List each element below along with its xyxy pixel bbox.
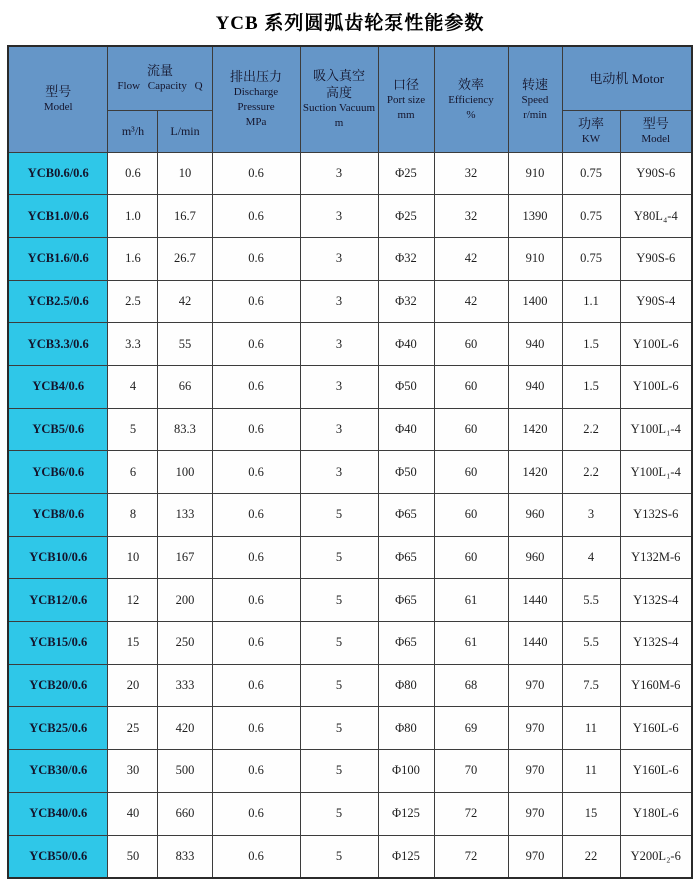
value-cell: Y100L-6: [620, 365, 692, 408]
value-cell: 0.6: [108, 152, 158, 195]
value-cell: 0.6: [212, 323, 300, 366]
value-cell: 167: [158, 536, 212, 579]
value-cell: 6: [108, 451, 158, 494]
value-cell: 500: [158, 750, 212, 793]
value-cell: 0.6: [212, 835, 300, 878]
value-cell: 11: [562, 750, 620, 793]
value-cell: Y90S-6: [620, 152, 692, 195]
value-cell: Y180L-6: [620, 792, 692, 835]
header-motor-power-unit: KW: [581, 133, 601, 145]
pump-spec-table: [7, 45, 693, 879]
value-cell: 40: [108, 792, 158, 835]
header-speed: [508, 46, 562, 152]
value-cell: 60: [434, 536, 508, 579]
header-model: [8, 46, 108, 152]
value-cell: 70: [434, 750, 508, 793]
header-motor-model-en: Model: [641, 133, 671, 145]
value-cell: 12: [108, 579, 158, 622]
value-cell: 1440: [508, 579, 562, 622]
value-cell: 960: [508, 536, 562, 579]
header-model-cn: 型号: [45, 84, 72, 100]
value-cell: 5: [300, 835, 378, 878]
value-cell: 32: [434, 152, 508, 195]
table-row: [8, 323, 692, 366]
header-motor-model: [620, 110, 692, 152]
table-row: [8, 536, 692, 579]
value-cell: 15: [562, 792, 620, 835]
pump-model-cell: YCB40/0.6: [8, 792, 108, 835]
value-cell: 72: [434, 792, 508, 835]
value-cell: 0.6: [212, 408, 300, 451]
pump-model-cell: YCB4/0.6: [8, 365, 108, 408]
value-cell: 0.75: [562, 195, 620, 238]
value-cell: 3: [300, 323, 378, 366]
value-cell: 50: [108, 835, 158, 878]
value-cell: Y160M-6: [620, 664, 692, 707]
page-title: YCB 系列圆弧齿轮泵性能参数: [215, 13, 485, 34]
pump-model-cell: YCB1.0/0.6: [8, 195, 108, 238]
table-row: [8, 835, 692, 878]
value-cell: 3: [300, 237, 378, 280]
value-cell: 60: [434, 365, 508, 408]
value-cell: 333: [158, 664, 212, 707]
value-cell: 42: [158, 280, 212, 323]
value-cell: 0.6: [212, 622, 300, 665]
table-row: [8, 280, 692, 323]
pump-model-cell: YCB8/0.6: [8, 494, 108, 537]
value-cell: 1420: [508, 451, 562, 494]
value-cell: 1400: [508, 280, 562, 323]
value-cell: 1.5: [562, 365, 620, 408]
table-row: [8, 365, 692, 408]
value-cell: Φ125: [378, 835, 434, 878]
value-cell: 833: [158, 835, 212, 878]
pump-model-cell: YCB2.5/0.6: [8, 280, 108, 323]
table-header: [8, 46, 692, 152]
value-cell: Φ25: [378, 195, 434, 238]
table-row: [8, 408, 692, 451]
header-motor-power-cn: 功率: [577, 116, 604, 131]
header-speed-en: Speed: [521, 93, 549, 106]
flow-unit-lmin-label: L/min: [170, 123, 200, 138]
header-suction-cn1: 吸入真空: [312, 68, 365, 84]
value-cell: 5: [300, 536, 378, 579]
value-cell: 200: [158, 579, 212, 622]
header-speed-unit: r/min: [523, 108, 547, 121]
header-model-en: Model: [43, 101, 73, 114]
value-cell: Φ65: [378, 536, 434, 579]
value-cell: 420: [158, 707, 212, 750]
value-cell: 2.2: [562, 451, 620, 494]
header-flow-cn: 流量: [146, 63, 173, 79]
value-cell: 133: [158, 494, 212, 537]
value-cell: 32: [434, 195, 508, 238]
value-cell: Y100L₁-4: [620, 408, 692, 451]
value-cell: 10: [108, 536, 158, 579]
value-cell: 11: [562, 707, 620, 750]
table-row: [8, 451, 692, 494]
value-cell: Φ65: [378, 622, 434, 665]
value-cell: Φ80: [378, 707, 434, 750]
value-cell: 15: [108, 622, 158, 665]
value-cell: 0.6: [212, 536, 300, 579]
value-cell: 30: [108, 750, 158, 793]
header-suction-unit: m: [334, 117, 344, 130]
value-cell: 0.75: [562, 237, 620, 280]
header-flow-unit-lmin: [158, 110, 212, 152]
value-cell: Φ100: [378, 750, 434, 793]
value-cell: 3: [562, 494, 620, 537]
header-efficiency-unit: %: [466, 108, 476, 121]
value-cell: 3: [300, 451, 378, 494]
pump-model-cell: YCB0.6/0.6: [8, 152, 108, 195]
value-cell: 66: [158, 365, 212, 408]
value-cell: 2.2: [562, 408, 620, 451]
header-motor-power: [562, 110, 620, 152]
header-flow-unit-m3h: [108, 110, 158, 152]
value-cell: 0.6: [212, 792, 300, 835]
value-cell: 0.6: [212, 494, 300, 537]
value-cell: 22: [562, 835, 620, 878]
value-cell: 72: [434, 835, 508, 878]
header-discharge-cn: 排出压力: [229, 69, 282, 85]
value-cell: 0.6: [212, 664, 300, 707]
value-cell: Φ32: [378, 280, 434, 323]
table-row: [8, 152, 692, 195]
value-cell: Φ50: [378, 365, 434, 408]
header-efficiency-en: Efficiency: [448, 93, 494, 106]
value-cell: Y100L₁-4: [620, 451, 692, 494]
pump-model-cell: YCB30/0.6: [8, 750, 108, 793]
value-cell: Y90S-4: [620, 280, 692, 323]
value-cell: 61: [434, 622, 508, 665]
pump-model-cell: YCB20/0.6: [8, 664, 108, 707]
table-row: [8, 750, 692, 793]
value-cell: 5: [300, 664, 378, 707]
header-suction-en: Suction Vacuum: [302, 102, 376, 115]
value-cell: Φ125: [378, 792, 434, 835]
value-cell: 0.75: [562, 152, 620, 195]
header-speed-cn: 转速: [521, 76, 548, 92]
header-discharge-unit: MPa: [245, 116, 267, 129]
value-cell: Φ40: [378, 323, 434, 366]
header-flow-en: Flow Capacity Q: [117, 80, 203, 93]
value-cell: Y90S-6: [620, 237, 692, 280]
value-cell: 5: [300, 707, 378, 750]
value-cell: 1.0: [108, 195, 158, 238]
value-cell: 1390: [508, 195, 562, 238]
value-cell: 940: [508, 365, 562, 408]
value-cell: Φ65: [378, 494, 434, 537]
value-cell: 25: [108, 707, 158, 750]
value-cell: 7.5: [562, 664, 620, 707]
value-cell: 970: [508, 707, 562, 750]
table-row: [8, 792, 692, 835]
value-cell: 970: [508, 835, 562, 878]
value-cell: 4: [562, 536, 620, 579]
header-suction-vacuum: [300, 46, 378, 152]
table-row: [8, 664, 692, 707]
value-cell: 0.6: [212, 365, 300, 408]
value-cell: 660: [158, 792, 212, 835]
pump-model-cell: YCB6/0.6: [8, 451, 108, 494]
table-row: [8, 195, 692, 238]
value-cell: 5: [300, 622, 378, 665]
value-cell: 3: [300, 365, 378, 408]
header-efficiency-cn: 效率: [457, 76, 484, 92]
header-motor-model-cn: 型号: [642, 116, 669, 131]
value-cell: 0.6: [212, 195, 300, 238]
value-cell: 60: [434, 323, 508, 366]
value-cell: 0.6: [212, 237, 300, 280]
value-cell: Y132S-4: [620, 579, 692, 622]
value-cell: Y132S-4: [620, 622, 692, 665]
value-cell: Φ80: [378, 664, 434, 707]
value-cell: Y160L-6: [620, 707, 692, 750]
value-cell: 3: [300, 280, 378, 323]
pump-model-cell: YCB50/0.6: [8, 835, 108, 878]
header-motor: [562, 46, 692, 110]
table-row: [8, 622, 692, 665]
value-cell: 960: [508, 494, 562, 537]
value-cell: 1.6: [108, 237, 158, 280]
table-row: [8, 579, 692, 622]
value-cell: 5.5: [562, 622, 620, 665]
value-cell: 910: [508, 237, 562, 280]
value-cell: 0.6: [212, 152, 300, 195]
value-cell: 3: [300, 408, 378, 451]
pump-model-cell: YCB5/0.6: [8, 408, 108, 451]
value-cell: 910: [508, 152, 562, 195]
value-cell: 0.6: [212, 750, 300, 793]
pump-model-cell: YCB15/0.6: [8, 622, 108, 665]
value-cell: 5: [300, 792, 378, 835]
value-cell: 8: [108, 494, 158, 537]
value-cell: 0.6: [212, 451, 300, 494]
value-cell: Y160L-6: [620, 750, 692, 793]
value-cell: 970: [508, 750, 562, 793]
value-cell: 60: [434, 451, 508, 494]
header-port-en: Port size: [386, 93, 426, 106]
value-cell: Φ32: [378, 237, 434, 280]
header-motor-label: 电动机 Motor: [589, 71, 665, 87]
value-cell: Y200L₂-6: [620, 835, 692, 878]
pump-model-cell: YCB1.6/0.6: [8, 237, 108, 280]
header-efficiency: [434, 46, 508, 152]
value-cell: 1.5: [562, 323, 620, 366]
header-discharge-en1: Discharge: [233, 86, 279, 99]
header-port-unit: mm: [397, 108, 415, 121]
value-cell: 970: [508, 664, 562, 707]
value-cell: 0.6: [212, 579, 300, 622]
value-cell: 5: [300, 579, 378, 622]
value-cell: Φ50: [378, 451, 434, 494]
value-cell: 970: [508, 792, 562, 835]
value-cell: Φ25: [378, 152, 434, 195]
value-cell: 83.3: [158, 408, 212, 451]
value-cell: 250: [158, 622, 212, 665]
value-cell: Φ65: [378, 579, 434, 622]
value-cell: 5: [300, 494, 378, 537]
value-cell: 42: [434, 280, 508, 323]
value-cell: 68: [434, 664, 508, 707]
table-row: [8, 237, 692, 280]
value-cell: 5: [108, 408, 158, 451]
value-cell: 1420: [508, 408, 562, 451]
value-cell: 5: [300, 750, 378, 793]
table-body: [8, 152, 692, 878]
value-cell: 42: [434, 237, 508, 280]
value-cell: 69: [434, 707, 508, 750]
value-cell: 1440: [508, 622, 562, 665]
header-suction-cn2: 高度: [325, 85, 352, 101]
value-cell: Y100L-6: [620, 323, 692, 366]
value-cell: 55: [158, 323, 212, 366]
value-cell: 940: [508, 323, 562, 366]
pump-model-cell: YCB25/0.6: [8, 707, 108, 750]
value-cell: 3: [300, 195, 378, 238]
value-cell: 4: [108, 365, 158, 408]
pump-model-cell: YCB3.3/0.6: [8, 323, 108, 366]
value-cell: 60: [434, 408, 508, 451]
header-port-cn: 口径: [392, 76, 419, 92]
value-cell: 100: [158, 451, 212, 494]
value-cell: 16.7: [158, 195, 212, 238]
header-discharge-pressure: [212, 46, 300, 152]
value-cell: Y132S-6: [620, 494, 692, 537]
value-cell: 5.5: [562, 579, 620, 622]
pump-model-cell: YCB10/0.6: [8, 536, 108, 579]
value-cell: 61: [434, 579, 508, 622]
value-cell: Y132M-6: [620, 536, 692, 579]
header-port-size: [378, 46, 434, 152]
value-cell: Y80L₄-4: [620, 195, 692, 238]
table-row: [8, 494, 692, 537]
value-cell: 3.3: [108, 323, 158, 366]
value-cell: 0.6: [212, 707, 300, 750]
value-cell: 20: [108, 664, 158, 707]
value-cell: 1.1: [562, 280, 620, 323]
value-cell: 3: [300, 152, 378, 195]
header-discharge-en2: Pressure: [237, 101, 275, 114]
table-row: [8, 707, 692, 750]
pump-model-cell: YCB12/0.6: [8, 579, 108, 622]
value-cell: 0.6: [212, 280, 300, 323]
header-flow: [108, 46, 212, 110]
value-cell: Φ40: [378, 408, 434, 451]
flow-unit-m3h-label: m³/h: [121, 123, 145, 138]
value-cell: 2.5: [108, 280, 158, 323]
value-cell: 10: [158, 152, 212, 195]
value-cell: 60: [434, 494, 508, 537]
value-cell: 26.7: [158, 237, 212, 280]
